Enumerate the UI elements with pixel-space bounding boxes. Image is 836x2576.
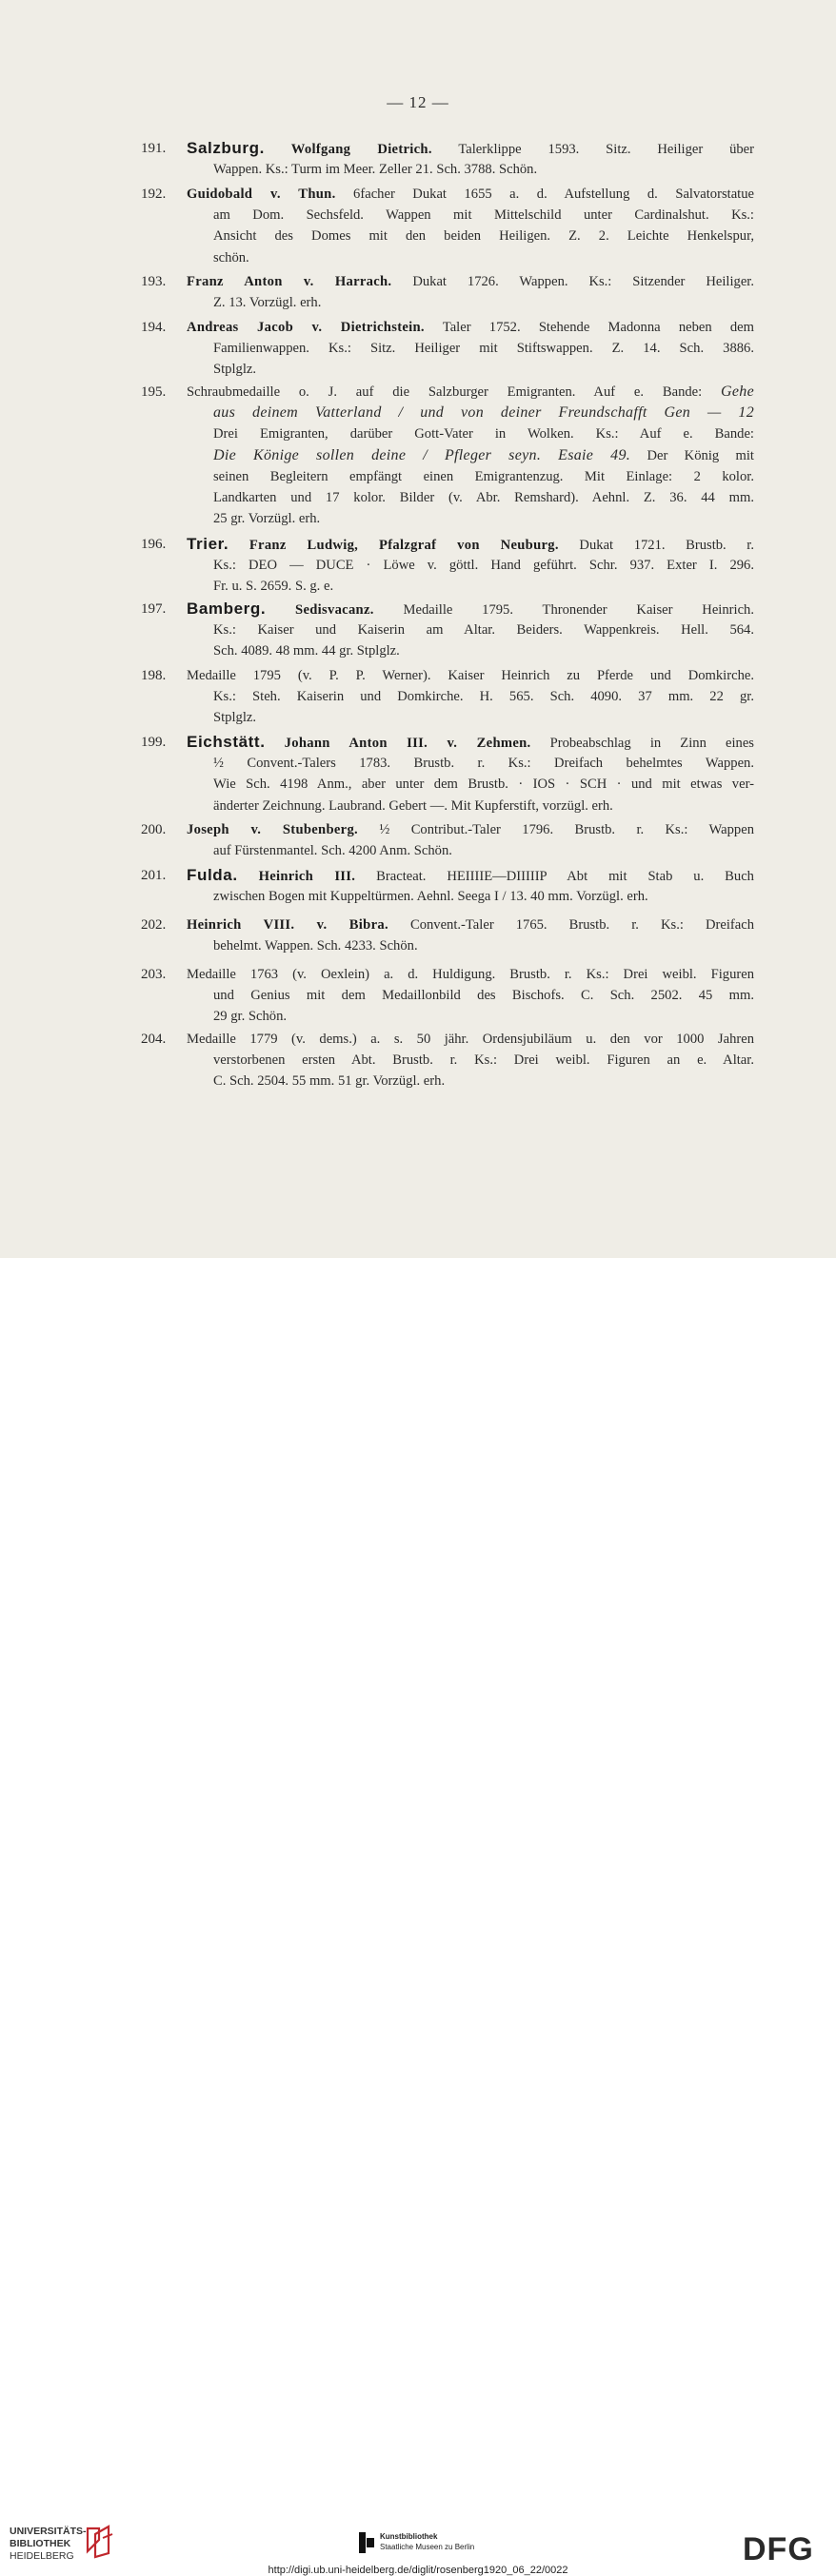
entry-line bbox=[213, 754, 754, 773]
description-text: Talerklippe 1593. Sitz. Heiliger über bbox=[431, 142, 755, 157]
description-text: am Dom. Sechsfeld. Wappen mit Mittelschild unter Cardinalshut. Ks.: bbox=[213, 207, 754, 224]
ruler-name: Guidobald v. Thun. bbox=[187, 187, 336, 202]
entry-line bbox=[213, 887, 648, 906]
inscription-text: aus deinem Vatterland / und von deiner Freundschafft Gen — 12 bbox=[213, 404, 754, 422]
entry-line bbox=[213, 936, 418, 955]
description-text: Z. 13. Vorzügl. erh. bbox=[213, 295, 322, 311]
description-text: Fr. u. S. 2659. S. g. e. bbox=[213, 579, 334, 595]
entry-line bbox=[213, 206, 754, 225]
description-text: Wappen. Ks.: Turm im Meer. Zeller 21. Sch. 3788. Schön. bbox=[213, 162, 538, 178]
uni-line-3: HEIDELBERG bbox=[10, 2550, 74, 2562]
description-text: Bracteat. HEIIIIE—DIIIIIP Abt mit Stab u. Buch bbox=[355, 869, 754, 884]
description-text: 25 gr. Vorzügl. erh. bbox=[213, 511, 321, 527]
description-text: Medaille 1795 (v. P. P. Werner). Kaiser Heinrich zu Pferde und Domkirche. bbox=[187, 668, 754, 683]
entry-number: 193. bbox=[141, 274, 167, 289]
description-text bbox=[266, 736, 285, 751]
description-text: Ansicht des Domes mit den beiden Heiligen. Z. 2. Leichte Henkelspur, bbox=[213, 228, 754, 245]
description-text: verstorbenen ersten Abt. Brustb. r. Ks.: Drei weibl. Figuren an e. Altar. bbox=[213, 1052, 754, 1069]
description-text: ½ Contribut.-Taler 1796. Brustb. r. Ks.: Wappen bbox=[358, 822, 754, 837]
entry-number: 199. bbox=[141, 735, 167, 750]
inscription-text: Gehe bbox=[721, 383, 754, 400]
description-text bbox=[265, 142, 291, 157]
description-text: Medaille 1763 (v. Oexlein) a. d. Huldigung. Brustb. r. Ks.: Drei weibl. Figuren bbox=[187, 967, 754, 982]
entry-line bbox=[213, 1051, 754, 1070]
entry-line bbox=[213, 687, 754, 706]
description-text: C. Sch. 2504. 55 mm. 51 gr. Vorzügl. erh. bbox=[213, 1073, 446, 1090]
entry-line bbox=[213, 708, 256, 727]
entry-line bbox=[213, 446, 754, 465]
entry-line bbox=[213, 556, 754, 575]
ruler-name: Franz Ludwig, Pfalzgraf von Neuburg. bbox=[249, 538, 559, 553]
ruler-name: Joseph v. Stubenberg. bbox=[187, 822, 358, 837]
ruler-name: Heinrich VIII. v. Bibra. bbox=[187, 917, 388, 933]
city-heading: Eichstätt. bbox=[187, 733, 266, 751]
kunstbibliothek-label[interactable] bbox=[380, 2531, 474, 2552]
entry-line bbox=[213, 841, 452, 860]
description-text: Sch. 4089. 48 mm. 44 gr. Stplglz. bbox=[213, 643, 400, 659]
catalog-entries bbox=[0, 0, 836, 1258]
entry-number: 203. bbox=[141, 967, 167, 982]
description-text: auf Fürstenmantel. Sch. 4200 Anm. Schön. bbox=[213, 843, 452, 859]
entry-line bbox=[187, 535, 754, 555]
entry-line bbox=[187, 272, 754, 291]
ruler-name: Andreas Jacob v. Dietrichstein. bbox=[187, 320, 425, 335]
description-text: Der König mit bbox=[630, 447, 754, 463]
entry-line bbox=[213, 1072, 445, 1091]
entry-number: 198. bbox=[141, 668, 167, 683]
ruler-name: Wolfgang Dietrich. bbox=[290, 142, 432, 157]
entry-line bbox=[213, 467, 754, 486]
entry-line bbox=[213, 403, 754, 423]
entry-line bbox=[213, 226, 754, 246]
entry-line bbox=[187, 1030, 754, 1049]
description-text: Convent.-Taler 1765. Brustb. r. Ks.: Dreifach bbox=[388, 917, 754, 933]
entry-line bbox=[187, 383, 754, 402]
entry-line bbox=[213, 796, 613, 816]
entry-line bbox=[213, 986, 754, 1005]
description-text: schön. bbox=[213, 249, 249, 265]
entry-line bbox=[187, 965, 754, 984]
ruler-name: Sedisvacanz. bbox=[295, 602, 374, 618]
entry-line bbox=[187, 733, 754, 753]
description-text bbox=[238, 869, 259, 884]
entry-line bbox=[213, 248, 249, 267]
source-url[interactable]: http://digi.ub.uni-heidelberg.de/diglit/rosenberg1920_06_22/0022 bbox=[268, 2565, 568, 2576]
description-text: Landkarten und 17 kolor. Bilder (v. Abr. Remshard). Aehnl. Z. 36. 44 mm. bbox=[213, 490, 754, 505]
dfg-logo[interactable]: DFG bbox=[743, 2531, 814, 2567]
entry-line bbox=[213, 160, 537, 179]
uni-line-1: UNIVERSITÄTS- bbox=[10, 2526, 87, 2537]
entry-number: 202. bbox=[141, 917, 167, 933]
entry-number: 201. bbox=[141, 868, 167, 883]
description-text bbox=[266, 602, 295, 618]
footer-bar bbox=[0, 1258, 836, 2576]
entry-number: 192. bbox=[141, 187, 167, 202]
entry-line bbox=[187, 666, 754, 685]
description-text: behelmt. Wappen. Sch. 4233. Schön. bbox=[213, 938, 418, 954]
description-text: Dukat 1721. Brustb. r. bbox=[558, 538, 754, 553]
entry-line bbox=[187, 139, 754, 159]
description-text: Stplglz. bbox=[213, 710, 256, 726]
kunstbibliothek-subtitle: Staatliche Museen zu Berlin bbox=[380, 2543, 475, 2551]
ruler-name: Johann Anton III. v. Zehmen. bbox=[284, 736, 531, 751]
entry-line bbox=[213, 424, 754, 443]
entry-number: 194. bbox=[141, 320, 167, 335]
inscription-text: Die Könige sollen deine / Pfleger seyn. Esaie 49. bbox=[213, 446, 631, 463]
entry-number: 191. bbox=[141, 141, 167, 156]
city-heading: Bamberg. bbox=[187, 600, 267, 618]
entry-number: 197. bbox=[141, 601, 167, 617]
description-text: Schraubmedaille o. J. auf die Salzburger Emigranten. Auf e. Bande: bbox=[187, 384, 722, 400]
description-text: Familienwappen. Ks.: Sitz. Heiliger mit Stiftswappen. Z. 14. Sch. 3886. bbox=[213, 341, 754, 357]
entry-line bbox=[213, 641, 400, 660]
description-text: Ks.: Steh. Kaiserin und Domkirche. H. 565. Sch. 4090. 37 mm. 22 gr. bbox=[213, 689, 754, 705]
description-text: Taler 1752. Stehende Madonna neben dem bbox=[424, 320, 755, 335]
description-text: Wie Sch. 4198 Anm., aber unter dem Brustb. · IOS · SCH · und mit etwas ver- bbox=[213, 777, 754, 793]
entry-line bbox=[187, 600, 754, 619]
entry-line bbox=[213, 509, 320, 528]
description-text: Medaille 1795. Thronender Kaiser Heinrich. bbox=[373, 602, 754, 618]
entry-line bbox=[213, 360, 256, 379]
scanned-page bbox=[0, 0, 836, 1258]
entry-line bbox=[213, 339, 754, 358]
ruler-name: Heinrich III. bbox=[258, 869, 356, 884]
entry-line bbox=[213, 1007, 287, 1026]
city-heading: Fulda. bbox=[187, 866, 238, 884]
entry-line bbox=[213, 775, 754, 794]
description-text: 29 gr. Schön. bbox=[213, 1009, 288, 1025]
description-text: Probeabschlag in Zinn eines bbox=[530, 736, 754, 751]
kunstbibliothek-logo-icon[interactable] bbox=[359, 2532, 374, 2553]
entry-line bbox=[187, 820, 754, 839]
description-text: Stplglz. bbox=[213, 362, 256, 378]
entry-number: 200. bbox=[141, 822, 167, 837]
entry-number: 195. bbox=[141, 384, 167, 400]
entry-line bbox=[213, 488, 754, 507]
description-text: änderter Zeichnung. Laubrand. Gebert —. Mit Kupferstift, vorzügl. erh. bbox=[213, 797, 613, 814]
entry-line bbox=[213, 293, 321, 312]
description-text bbox=[229, 538, 249, 553]
city-heading: Salzburg. bbox=[187, 139, 265, 157]
description-text: Medaille 1779 (v. dems.) a. s. 50 jähr. Ordensjubiläum u. den vor 1000 Jahren bbox=[187, 1032, 754, 1047]
entry-line bbox=[187, 915, 754, 934]
kunstbibliothek-name: Kunstbibliothek bbox=[380, 2532, 438, 2541]
uni-line-2: BIBLIOTHEK bbox=[10, 2538, 71, 2549]
entry-number: 204. bbox=[141, 1032, 167, 1047]
description-text: Dukat 1726. Wappen. Ks.: Sitzender Heiliger. bbox=[391, 274, 754, 289]
description-text: Drei Emigranten, darüber Gott-Vater in Wolken. Ks.: Auf e. Bande: bbox=[213, 426, 754, 442]
description-text: 6facher Dukat 1655 a. d. Aufstellung d. Salvatorstatue bbox=[335, 187, 754, 202]
entry-line bbox=[187, 318, 754, 337]
page-number: — 12 — bbox=[387, 93, 449, 111]
entry-line bbox=[213, 577, 333, 596]
uni-heidelberg-label[interactable] bbox=[10, 2526, 87, 2563]
description-text: ½ Convent.-Talers 1783. Brustb. r. Ks.: Dreifach behelmtes Wappen. bbox=[213, 756, 754, 772]
description-text: zwischen Bogen mit Kuppeltürmen. Aehnl. Seega I / 13. 40 mm. Vorzügl. erh. bbox=[213, 889, 648, 905]
entry-number: 196. bbox=[141, 537, 167, 552]
city-heading: Trier. bbox=[187, 535, 229, 553]
entry-line bbox=[187, 185, 754, 204]
description-text: seinen Begleitern empfängt einen Emigrantenzug. Mit Einlage: 2 kolor. bbox=[213, 468, 754, 484]
ruler-name: Franz Anton v. Harrach. bbox=[187, 274, 392, 289]
description-text: Ks.: DEO — DUCE · Löwe v. göttl. Hand geführt. Schr. 937. Exter I. 296. bbox=[213, 558, 754, 574]
description-text: Ks.: Kaiser und Kaiserin am Altar. Beiders. Wappenkreis. Hell. 564. bbox=[213, 622, 754, 639]
uni-heidelberg-logo-icon[interactable] bbox=[84, 2525, 116, 2559]
entry-line bbox=[187, 866, 754, 886]
entry-line bbox=[213, 620, 754, 639]
description-text: und Genius mit dem Medaillonbild des Bischofs. C. Sch. 2502. 45 mm. bbox=[213, 988, 754, 1004]
